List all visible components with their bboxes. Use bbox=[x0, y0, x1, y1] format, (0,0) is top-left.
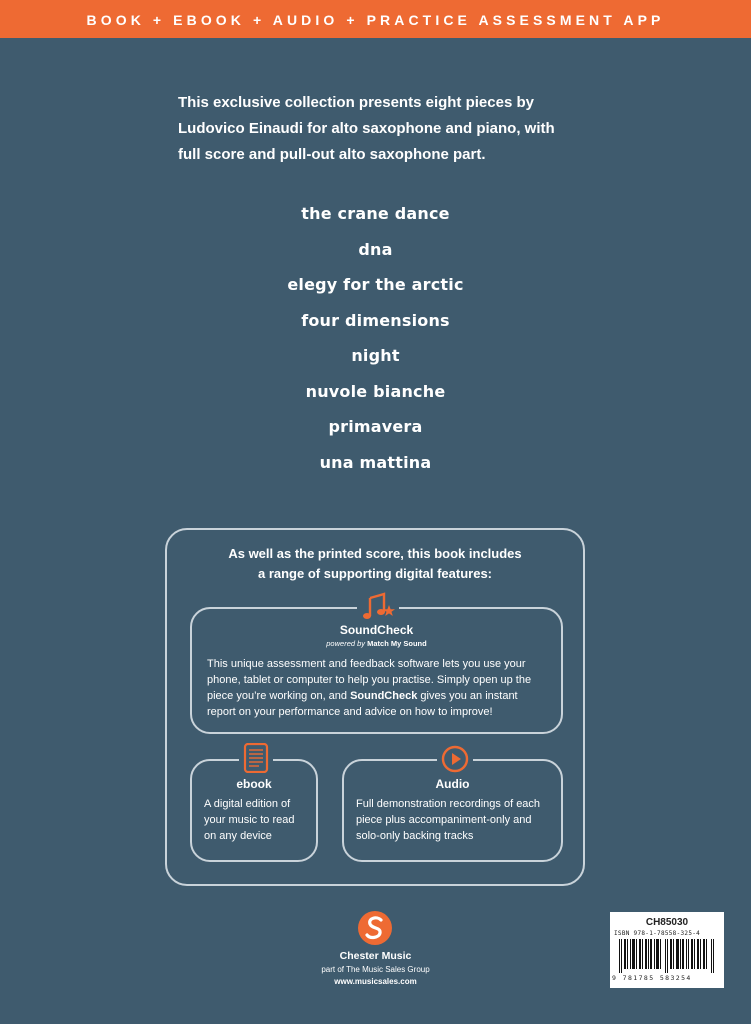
ebook-line-1: A digital edition of bbox=[204, 798, 291, 810]
soundcheck-line-1: This unique assessment and feedback software lets you use your bbox=[207, 658, 526, 670]
ebook-card bbox=[190, 759, 318, 862]
audio-title: Audio bbox=[435, 777, 470, 791]
digital-features-panel bbox=[165, 528, 585, 886]
track-item: una mattina bbox=[319, 452, 432, 472]
features-heading bbox=[167, 544, 583, 584]
publisher-website: www.musicsales.com bbox=[334, 977, 417, 986]
track-item: nuvole bianche bbox=[305, 381, 446, 401]
intro-line-1: This exclusive collection presents eight pieces by bbox=[178, 94, 534, 111]
top-banner bbox=[0, 0, 751, 38]
track-list bbox=[0, 200, 751, 484]
ebook-title: ebook bbox=[236, 777, 272, 791]
barcode-bars bbox=[619, 939, 715, 973]
chester-music-logo-icon bbox=[357, 910, 393, 946]
soundcheck-line-3-pre: piece you’re working on, and bbox=[207, 690, 348, 702]
ebook-line-2: your music to read bbox=[204, 814, 295, 826]
audio-line-1: Full demonstration recordings of each bbox=[356, 798, 541, 810]
soundcheck-line-3-brand: SoundCheck bbox=[350, 690, 418, 702]
track-item: dna bbox=[358, 239, 393, 259]
soundcheck-powered-by bbox=[192, 639, 561, 648]
soundcheck-description bbox=[207, 656, 552, 720]
catalogue-number: CH85030 bbox=[645, 917, 689, 928]
audio-card bbox=[342, 759, 563, 862]
soundcheck-line-4: report on your performance and advice on how to improve! bbox=[207, 706, 493, 718]
features-heading-line-1: As well as the printed score, this book includes bbox=[228, 546, 522, 561]
banner-text: BOOK + EBOOK + AUDIO + PRACTICE ASSESSMENT APP bbox=[86, 12, 665, 28]
audio-description bbox=[356, 796, 556, 844]
features-heading-line-2: a range of supporting digital features: bbox=[257, 566, 493, 581]
intro-line-2: Ludovico Einaudi for alto saxophone and piano, with bbox=[178, 120, 555, 137]
soundcheck-line-2: phone, tablet or computer to help you practise. Simply open up the bbox=[207, 674, 532, 686]
intro-paragraph bbox=[178, 90, 598, 168]
publisher-group: part of The Music Sales Group bbox=[321, 965, 430, 974]
audio-line-2: piece plus accompaniment-only and bbox=[356, 814, 532, 826]
play-circle-icon bbox=[437, 743, 473, 775]
track-item: night bbox=[351, 346, 400, 365]
track-item: the crane dance bbox=[301, 204, 450, 223]
intro-line-3: full score and pull-out alto saxophone part. bbox=[178, 146, 486, 163]
soundcheck-card bbox=[190, 607, 563, 734]
barcode-label bbox=[610, 912, 724, 988]
powered-by-prefix: powered by bbox=[326, 639, 366, 648]
powered-by-brand: Match My Sound bbox=[367, 639, 427, 648]
barcode-digits: 9 781785 583254 bbox=[612, 974, 692, 982]
track-item: four dimensions bbox=[301, 310, 450, 330]
soundcheck-line-3-post: gives you an instant bbox=[420, 690, 518, 702]
publisher-name: Chester Music bbox=[339, 950, 412, 962]
track-item: primavera bbox=[328, 417, 423, 436]
isbn-text: ISBN 978-1-78558-325-4 bbox=[614, 930, 701, 937]
soundcheck-title: SoundCheck bbox=[339, 623, 414, 637]
ebook-line-3: on any device bbox=[204, 830, 272, 842]
ebook-description bbox=[204, 796, 312, 844]
track-item: elegy for the arctic bbox=[287, 275, 464, 294]
audio-line-3: solo-only backing tracks bbox=[356, 830, 474, 842]
music-note-star-icon bbox=[357, 591, 399, 623]
soundcheck-line-3 bbox=[207, 688, 552, 704]
ebook-tablet-icon bbox=[239, 741, 273, 775]
